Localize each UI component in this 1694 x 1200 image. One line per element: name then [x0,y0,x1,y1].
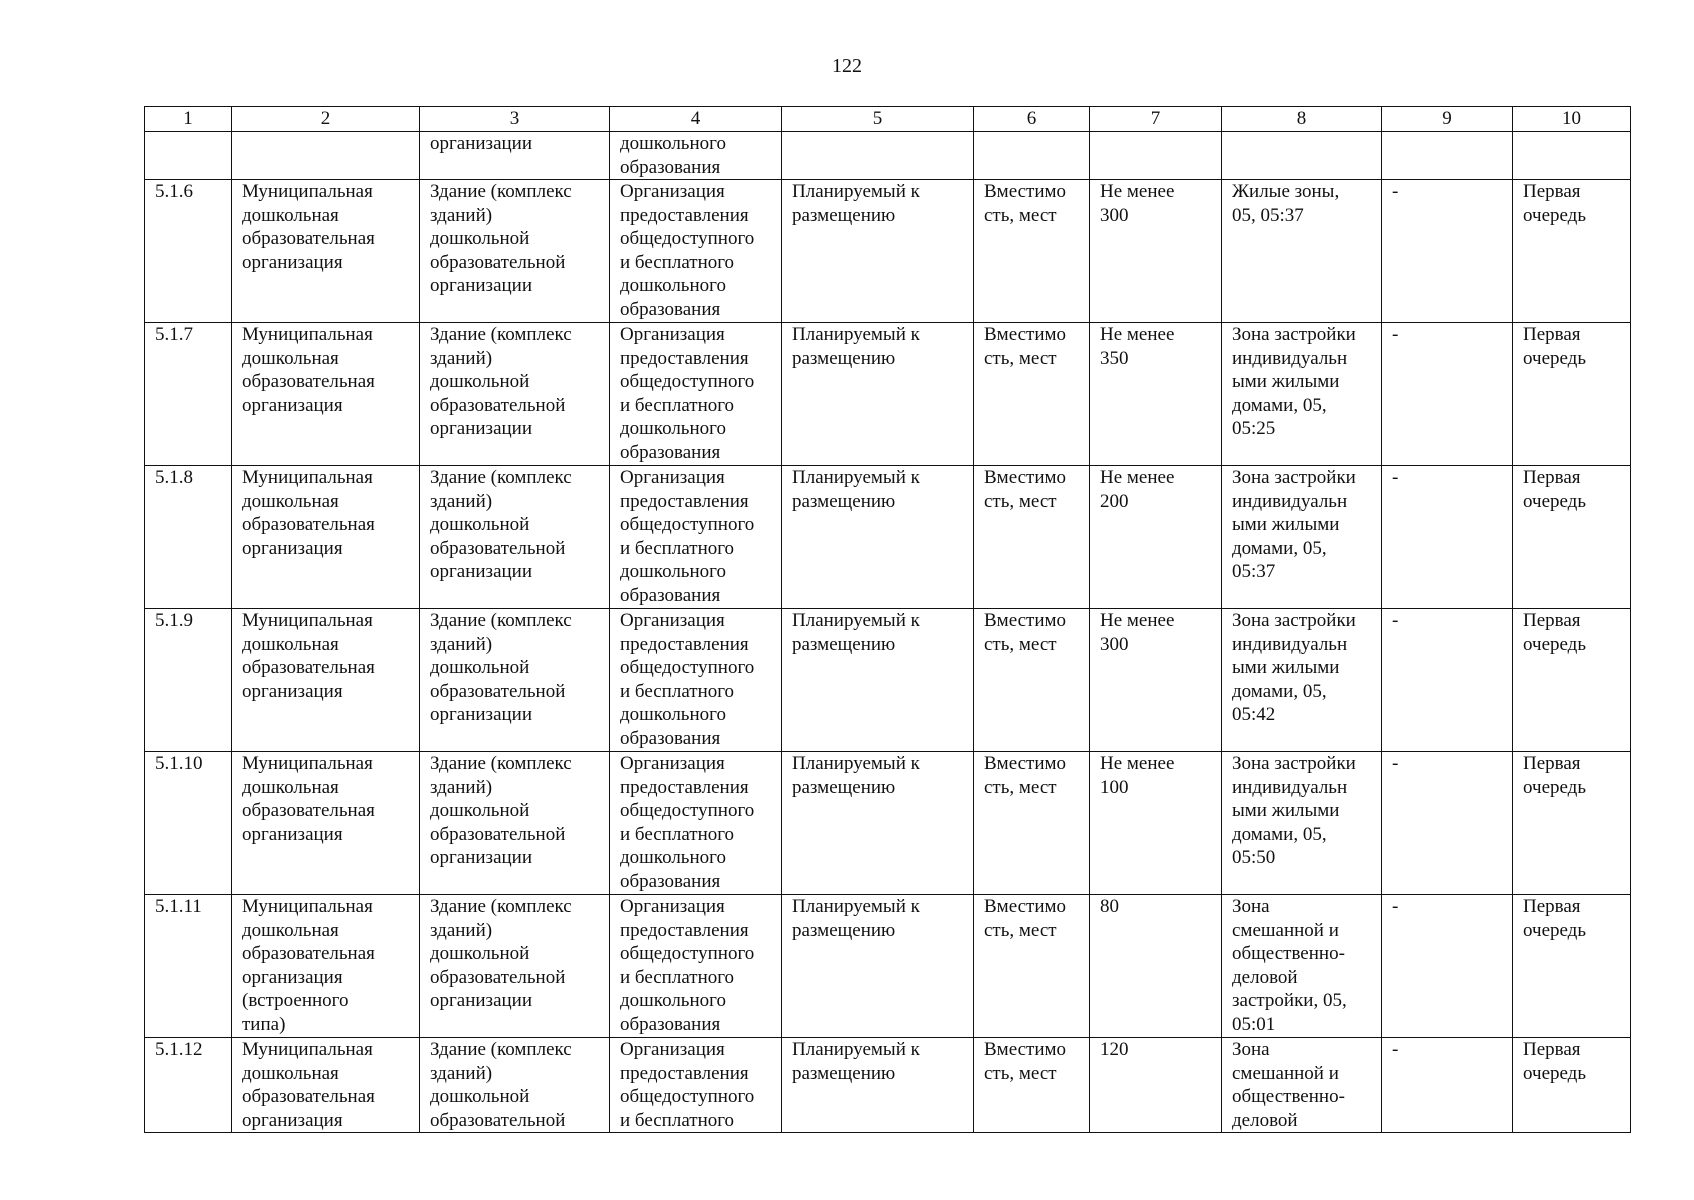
table-cell: Муниципальная дошкольная образовательная организация [232,609,420,752]
column-header: 2 [232,107,420,132]
table-cell: Организация предоставления общедоступного и бесплатного дошкольного образования [610,180,782,323]
planning-table [144,106,1631,1133]
table-cell: Вместимо сть, мест [974,180,1090,323]
table-cell: Организация предоставления общедоступного и бесплатного дошкольного образования [610,323,782,466]
table-cell: Здание (комплекс зданий) дошкольной образовательной организации [420,609,610,752]
table-cell [1222,132,1382,180]
table-cell: Здание (комплекс зданий) дошкольной образовательной организации [420,323,610,466]
column-header: 1 [145,107,232,132]
table-cell: организации [420,132,610,180]
table-cell: 5.1.10 [145,752,232,895]
table-cell: Организация предоставления общедоступного и бесплатного дошкольного образования [610,466,782,609]
table-cell: Первая очередь [1513,1038,1631,1133]
table-cell: Не менее 200 [1090,466,1222,609]
table-cell: - [1382,609,1513,752]
table-row [145,752,1631,895]
table-cell: Здание (комплекс зданий) дошкольной образовательной организации [420,466,610,609]
table-cell: Планируемый к размещению [782,466,974,609]
column-header: 7 [1090,107,1222,132]
table-cell: - [1382,752,1513,895]
table-cell: Первая очередь [1513,752,1631,895]
table-cell [974,132,1090,180]
table-cell: Вместимо сть, мест [974,323,1090,466]
table-cell: 80 [1090,895,1222,1038]
table-cell: Зона застройки индивидуальн ыми жилыми домами, 05, 05:37 [1222,466,1382,609]
table-cell: Муниципальная дошкольная образовательная организация [232,1038,420,1133]
table-cell: Жилые зоны, 05, 05:37 [1222,180,1382,323]
table-cell: Муниципальная дошкольная образовательная организация [232,180,420,323]
table-cell: 5.1.12 [145,1038,232,1133]
table-cell: Здание (комплекс зданий) дошкольной образовательной организации [420,180,610,323]
table-cell: 5.1.7 [145,323,232,466]
table-cell: Организация предоставления общедоступного и бесплатного дошкольного образования [610,609,782,752]
table-cell: - [1382,466,1513,609]
table-cell: Планируемый к размещению [782,609,974,752]
table-cell: Здание (комплекс зданий) дошкольной образовательной [420,1038,610,1133]
table-cell: Муниципальная дошкольная образовательная организация [232,752,420,895]
table-cell: 5.1.8 [145,466,232,609]
table-cell: Первая очередь [1513,323,1631,466]
table-cell: Первая очередь [1513,895,1631,1038]
table-cell: Не менее 300 [1090,609,1222,752]
column-header: 8 [1222,107,1382,132]
table-cell: Не менее 350 [1090,323,1222,466]
table-cell: Планируемый к размещению [782,180,974,323]
table-cell: Зона застройки индивидуальн ыми жилыми домами, 05, 05:42 [1222,609,1382,752]
column-header: 3 [420,107,610,132]
table-cell: Первая очередь [1513,180,1631,323]
table-cell: - [1382,180,1513,323]
table-cell: Вместимо сть, мест [974,895,1090,1038]
table-cell: 5.1.6 [145,180,232,323]
table-cell: Вместимо сть, мест [974,752,1090,895]
table-cell: 5.1.11 [145,895,232,1038]
table-row [145,132,1631,180]
table-cell: Планируемый к размещению [782,895,974,1038]
table-cell: 5.1.9 [145,609,232,752]
table-cell: Не менее 100 [1090,752,1222,895]
table-row [145,466,1631,609]
column-header: 4 [610,107,782,132]
table-cell: Планируемый к размещению [782,752,974,895]
table-cell: Вместимо сть, мест [974,1038,1090,1133]
column-number-row [145,107,1631,132]
table-cell: Организация предоставления общедоступного и бесплатного дошкольного образования [610,895,782,1038]
table-cell: Не менее 300 [1090,180,1222,323]
table-cell: Первая очередь [1513,609,1631,752]
table-cell: Муниципальная дошкольная образовательная организация (встроенного типа) [232,895,420,1038]
table-cell [232,132,420,180]
table-row [145,180,1631,323]
table-row [145,609,1631,752]
table-cell: Вместимо сть, мест [974,609,1090,752]
column-header: 9 [1382,107,1513,132]
table-cell: Организация предоставления общедоступного и бесплатного дошкольного образования [610,752,782,895]
table-cell [1513,132,1631,180]
table-cell: - [1382,895,1513,1038]
column-header: 10 [1513,107,1631,132]
table-row [145,895,1631,1038]
table-cell: Здание (комплекс зданий) дошкольной образовательной организации [420,895,610,1038]
table-row [145,323,1631,466]
table-cell: Первая очередь [1513,466,1631,609]
table-cell: - [1382,1038,1513,1133]
column-header: 6 [974,107,1090,132]
table-cell [1382,132,1513,180]
table-cell: Зона застройки индивидуальн ыми жилыми домами, 05, 05:50 [1222,752,1382,895]
table-cell: Здание (комплекс зданий) дошкольной образовательной организации [420,752,610,895]
table-cell: дошкольного образования [610,132,782,180]
table-cell: Планируемый к размещению [782,323,974,466]
table-cell: Муниципальная дошкольная образовательная организация [232,466,420,609]
table-cell: - [1382,323,1513,466]
table-cell: Зона смешанной и общественно- деловой [1222,1038,1382,1133]
table-cell: Зона смешанной и общественно- деловой застройки, 05, 05:01 [1222,895,1382,1038]
table-cell [782,132,974,180]
table-cell [1090,132,1222,180]
column-header: 5 [782,107,974,132]
table-cell [145,132,232,180]
table-cell: Планируемый к размещению [782,1038,974,1133]
table-cell: Вместимо сть, мест [974,466,1090,609]
page-number: 122 [832,55,862,77]
table-row [145,1038,1631,1133]
table-cell: Организация предоставления общедоступного и бесплатного [610,1038,782,1133]
table-cell: Зона застройки индивидуальн ыми жилыми домами, 05, 05:25 [1222,323,1382,466]
table-cell: 120 [1090,1038,1222,1133]
table-cell: Муниципальная дошкольная образовательная организация [232,323,420,466]
